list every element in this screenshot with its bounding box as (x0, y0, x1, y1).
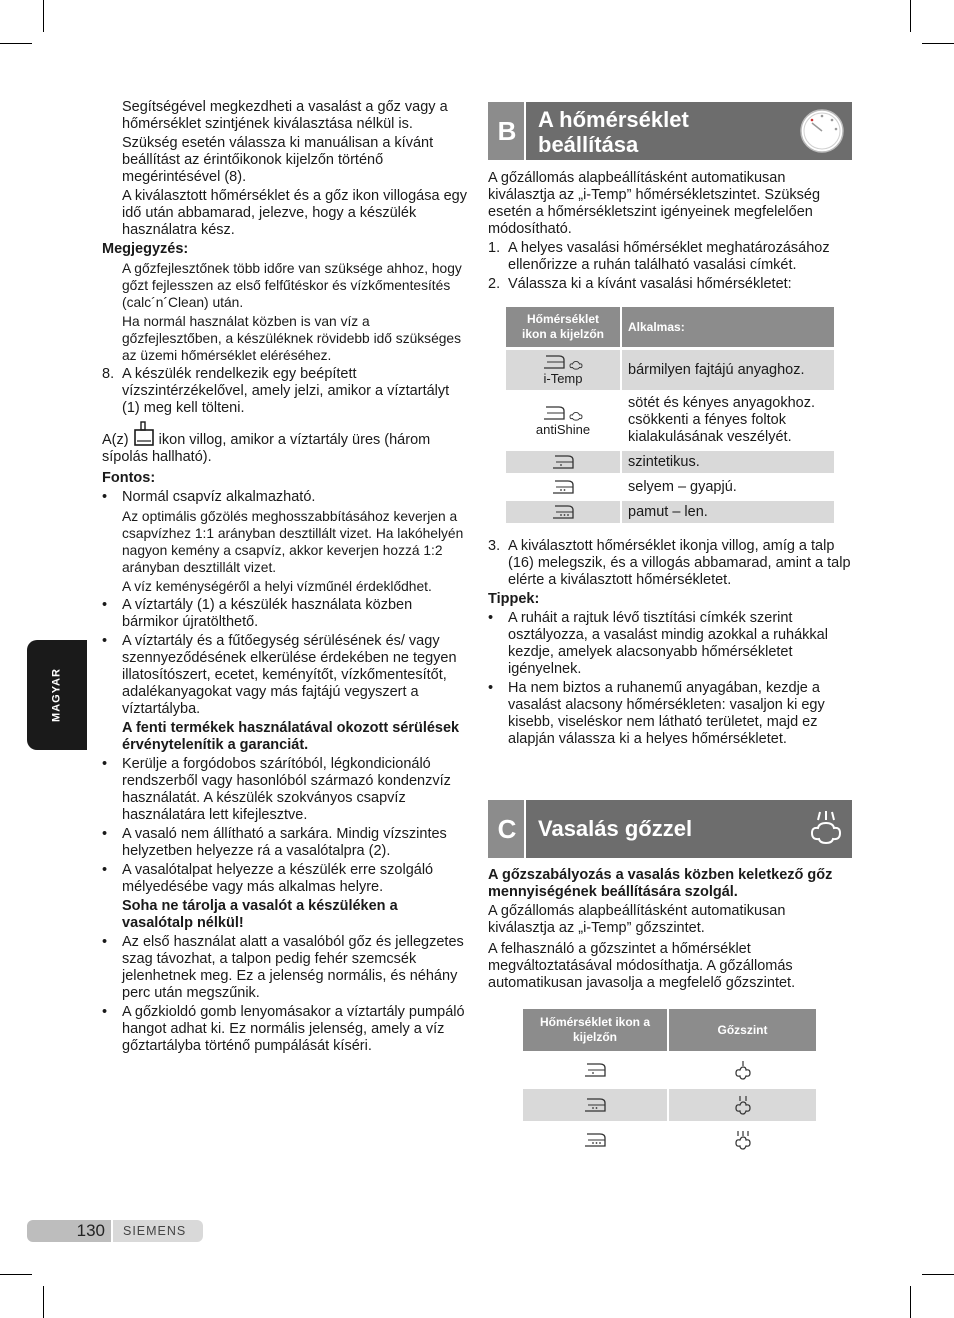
bullet-text: Normál csapvíz alkalmazható. (122, 489, 316, 505)
intro-paragraph: Segítségével megkezdheti a vasalást a gőz vagy a hőmérséklet szintjének kiválasztása nélkül is. (122, 99, 448, 132)
left-column (102, 99, 467, 1055)
table-header-icon: Hőmérséklet ikon a kijelzőn (523, 1009, 669, 1051)
table-header-suitable: Alkalmas: (622, 307, 834, 347)
bullet-text: A ruháit a rajtuk lévő tisztítási címkék szerint osztályozza, a vasalást mindig azokkal a ruhákkal kezdje, amelyek alacsonyabb hőmérsékletet igényelnek. (508, 610, 828, 677)
table-row (506, 501, 834, 523)
steam-level-2-icon (732, 1095, 754, 1115)
steam-level-cell (669, 1124, 816, 1156)
section-c-header (488, 800, 852, 858)
storage-warning: Soha ne tárolja a vasalót a készüléken a vasalótalp nélkül! (122, 898, 398, 931)
table-row (523, 1124, 816, 1156)
bullet-text: Ha nem biztos a ruhanemű anyagában, kezdje a vasalást alacsony hőmérsékleten: vasaljon ki egy kisebb, viseléskor nem látható területet, majd ez alapján válassza ki a helyes hőmérsékletet. (508, 680, 825, 747)
bullet-mark: • (488, 680, 494, 696)
iron-2-dot-icon (582, 1097, 608, 1113)
suitable-text: sötét és kényes anyagokhoz. csökkenti a fényes foltok kialakulásának veszélyét. (628, 395, 816, 445)
table-header-steam: Gőzszint (669, 1009, 816, 1051)
item-text: Válassza ki a kívánt vasalási hőmérsékletet: (508, 276, 792, 292)
bullet-subtext: A víz keménységéről a helyi vízműnél érdeklődhet. (122, 579, 432, 594)
antishine-icon (541, 405, 567, 421)
i-temp-icon (541, 354, 567, 370)
bullet-item (102, 1004, 467, 1055)
water-pre-text: A(z) (102, 432, 129, 448)
section-title: Vasalás gőzzel (538, 816, 693, 841)
item-text: A készülék rendelkezik egy beépített vízszintérzékelővel, amely jelzi, amikor a víztartályt (1) meg kell tölteni. (122, 366, 450, 416)
temperature-icon-cell (506, 350, 622, 390)
bullet-text: A vasalótalpat helyezze a készülék erre szolgáló mélyedésébe vagy más alkalmas helyre. (122, 862, 434, 895)
steam-icon (806, 809, 846, 849)
item-text: A helyes vasalási hőmérséklet meghatározásához ellenőrizze a ruhán található vasalási címkét. (508, 240, 830, 273)
section-c-paragraph: A gőzállomás alapbeállításként automatikusan kiválasztja az „i-Temp” gőzszintet. (488, 903, 786, 936)
tips-heading: Tippek: (488, 591, 540, 607)
bullet-mark: • (488, 610, 494, 626)
bullet-mark: • (102, 934, 108, 950)
page-number: 130 (27, 1220, 111, 1242)
item-number: 1. (488, 240, 501, 256)
iron-3-dot-icon (582, 1132, 608, 1148)
steam-table (523, 1006, 816, 1159)
note-paragraph: A gőzfejlesztőnek több időre van szüksége ahhoz, hogy gőzt fejlesszen az első felfűtéskor és vízkőmentesítés (calc´n´Clean) után. (122, 261, 462, 310)
section-c-intro: A gőzszabályozás a vasalás közben keletkező gőz mennyiségének beállítására szolgál. (488, 867, 833, 900)
section-title (538, 107, 689, 157)
temperature-icon-cell (506, 476, 622, 498)
steam-level-1-icon (732, 1060, 754, 1080)
suitable-text: szintetikus. (622, 451, 834, 473)
suitable-text: bármilyen fajtájú anyaghoz. (622, 350, 834, 390)
numbered-item (488, 240, 854, 274)
important-heading: Fontos: (102, 470, 156, 486)
brand-name: SIEMENS (113, 1220, 203, 1242)
crop-mark (910, 0, 911, 32)
table-row (506, 393, 834, 448)
item-text: A kiválasztott hőmérséklet ikonja villog, amíg a talp (16) melegszik, és a villogás abbamarad, amint a talp elérte a kiválasztott hőmérsékletet. (508, 538, 851, 588)
item-number: 8. (102, 366, 115, 382)
numbered-item (102, 366, 467, 417)
bullet-text: A víztartály és a fűtőegység sérülésének és/ vagy szennyeződésének elkerülése érdekében ne tegyen illatosítószert, ecetet, keményítőt, vízkőmentesítőt, adalékanyagokat vagy más fajtájú vegyszert a víztartályba. (122, 633, 457, 717)
temperature-dial-icon (798, 107, 846, 155)
language-label: MAGYAR (50, 668, 63, 722)
warranty-warning: A fenti termékek használatával okozott sérülések érvénytelenítik a garanciát. (122, 720, 460, 753)
bullet-item (102, 633, 467, 718)
table-header-row (506, 307, 834, 347)
temperature-icon-cell (523, 1054, 669, 1086)
bullet-mark: • (102, 1004, 108, 1020)
bullet-mark: • (102, 756, 108, 772)
bullet-text: A gőzkioldó gomb lenyomásakor a víztartály pumpáló hangot adhat ki. Ez normális jelenség, amely a víz gőztartályba történő pumpálását kíséri. (122, 1004, 465, 1054)
temperature-icon-cell (523, 1124, 669, 1156)
section-title-line: A hőmérséklet (538, 107, 689, 132)
section-b-intro: A gőzállomás alapbeállításként automatikusan kiválasztja az „i-Temp” hőmérsékletszintet. Szükség esetén a hőmérsékletszint igényeinek megfelelően módosítható. (488, 170, 821, 237)
bullet-mark: • (102, 862, 108, 878)
intro-paragraph: A kiválasztott hőmérséklet és a gőz ikon villogása egy idő után abbamarad, jelezve, hogy a készülék használatra kész. (122, 188, 467, 238)
bullet-item (102, 489, 467, 506)
water-tank-icon (133, 421, 155, 447)
suitable-text: pamut – len. (622, 501, 834, 523)
bullet-item (102, 756, 467, 824)
bullet-text: A víztartály (1) a készülék használata közben bármikor újratölthető. (122, 597, 413, 630)
note-paragraph: Ha normál használat közben is van víz a gőzfejlesztőben, a készüléknek rövidebb idő szükséges az üzemi hőmérséklet eléréséhez. (122, 314, 461, 363)
temperature-icon-cell (506, 501, 622, 523)
crop-mark (0, 43, 32, 44)
suitable-text: selyem – gyapjú. (628, 478, 737, 495)
bullet-item (102, 934, 467, 1002)
section-letter: B (488, 102, 526, 160)
bullet-item (102, 862, 467, 896)
steam-level-cell (669, 1089, 816, 1121)
bullet-subtext: Az optimális gőzölés meghosszabbításához keverjen a csapvízhez 1:1 arányban desztillált vizet. Ha lakóhelyén nagyon kemény a csapvíz, akkor keverjen hozzá 1:2 arányban desztillált vizet. (122, 509, 464, 575)
section-letter: C (488, 800, 526, 858)
water-tank-paragraph (102, 421, 467, 466)
crop-mark (0, 1274, 32, 1275)
icon-caption: i-Temp (543, 371, 583, 386)
crop-mark (910, 1286, 911, 1318)
iron-3-dot-icon (550, 504, 576, 520)
table-row (523, 1089, 816, 1121)
iron-2-dot-icon (550, 479, 576, 495)
numbered-item (488, 538, 854, 589)
section-b-header (488, 102, 852, 160)
bullet-item (488, 680, 854, 748)
crop-mark (922, 1274, 954, 1275)
section-title-line: beállítása (538, 132, 639, 157)
note-heading: Megjegyzés: (102, 241, 189, 257)
item-number: 3. (488, 538, 501, 554)
item-number: 2. (488, 276, 501, 292)
section-b-body (488, 170, 854, 748)
crop-mark (43, 0, 44, 32)
temperature-icon-cell (506, 451, 622, 473)
steam-level-cell (669, 1054, 816, 1086)
section-c-body (488, 867, 854, 1159)
bullet-text: A vasaló nem állítható a sarkára. Mindig vízszintes helyzetben helyezze rá a vasalótalpra (2). (122, 826, 447, 859)
bullet-item (488, 610, 854, 678)
iron-1-dot-icon (550, 454, 576, 470)
water-post-text: ikon villog, amikor a víztartály üres (három sípolás hallható). (102, 432, 431, 465)
bullet-item (102, 597, 467, 631)
crop-mark (43, 1286, 44, 1318)
icon-caption: antiShine (535, 421, 591, 437)
bullet-mark: • (102, 597, 108, 613)
bullet-mark: • (102, 826, 108, 842)
bullet-item (102, 826, 467, 860)
bullet-mark: • (102, 633, 108, 649)
temperature-icon-cell (523, 1089, 669, 1121)
table-header-row (523, 1009, 816, 1051)
bullet-mark: • (102, 489, 108, 505)
iron-1-dot-icon (582, 1062, 608, 1078)
temperature-icon-cell (506, 393, 622, 448)
table-row (506, 451, 834, 473)
language-tab (27, 640, 87, 750)
section-c-paragraph: A felhasználó a gőzszintet a hőmérséklet megváltoztatásával módosíthatja. A gőzállomás automatikusan javasolja a megfelelő gőzszintet. (488, 941, 796, 991)
intro-paragraph: Szükség esetén válassza ki manuálisan a kívánt beállítást az érintőikonok kijelzőn történő megérintésével (8). (122, 135, 434, 185)
table-row (523, 1054, 816, 1086)
table-row (506, 350, 834, 390)
table-row (506, 476, 834, 498)
bullet-text: Kerülje a forgódobos szárítóból, légkondicionáló rendszerből vagy hasonlóból származó kondenzvíz használatát. A készülék szokványos csapvíz használatára lett kifejlesztve. (122, 756, 451, 823)
bullet-text: Az első használat alatt a vasalóból gőz és jellegzetes szag távozhat, a talpon pedig fehér szemcsék jelenhetnek meg. Ez a jelenség normális, és néhány perc után megszűnik. (122, 934, 464, 1001)
steam-level-3-icon (732, 1130, 754, 1150)
temperature-table (506, 304, 834, 526)
crop-mark (922, 43, 954, 44)
table-header-icon: Hőmérséklet ikon a kijelzőn (506, 307, 622, 347)
numbered-item (488, 276, 854, 293)
